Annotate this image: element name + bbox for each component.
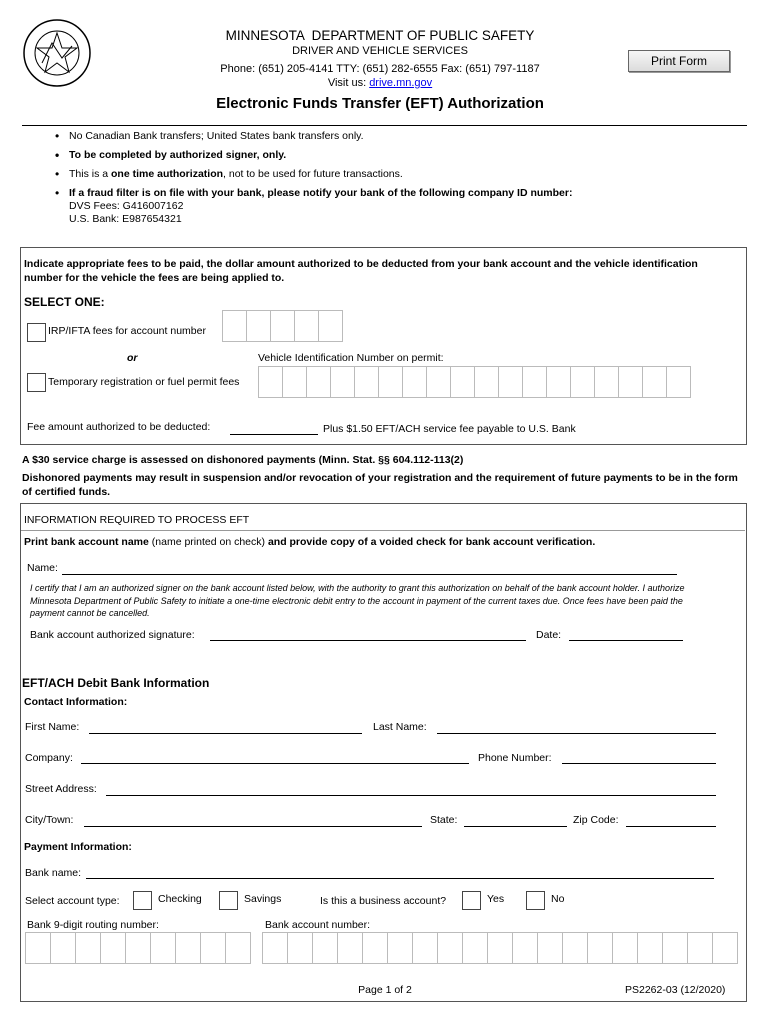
company-field[interactable] [81,763,469,764]
first-name-field[interactable] [89,733,362,734]
visit-label: Visit us: [327,77,370,89]
bullet-one-time: • This is a one time authorization, not to be used for future transactions. [55,168,745,181]
eft-heading-rule [21,530,745,531]
checking-checkbox[interactable] [133,891,152,910]
eft-info-heading: INFORMATION REQUIRED TO PROCESS EFT [24,514,250,526]
phone-line: Phone: (651) 205-4141 TTY: (651) 282-6555 Fax: (651) 797-1187 [220,63,540,75]
savings-label: Savings [244,893,282,905]
signature-field[interactable] [210,640,526,641]
signature-label: Bank account authorized signature: [30,629,195,641]
phone-number-field[interactable] [562,763,716,764]
bullet-authorized: • To be completed by authorized signer, only. [55,149,745,162]
bullet-fraud: • If a fraud filter is on file with your bank, please notify your bank of the following company ID number: DVS Fees: G416007162 U.S. Bank: E987654321 [55,187,745,226]
business-no-checkbox[interactable] [526,891,545,910]
business-yes-checkbox[interactable] [462,891,481,910]
fee-amount-label: Fee amount authorized to be deducted: [27,421,211,433]
page-number: Page 1 of 2 [358,984,412,996]
date-label: Date: [536,629,562,641]
form-number: PS2262-03 (12/2020) [625,984,726,996]
website-link[interactable]: drive.mn.gov [369,77,433,89]
instructions-list [55,130,745,232]
print-account-instruction: Print bank account name (name printed on check) and provide copy of a voided check for bank account verification. [24,536,596,548]
state-field[interactable] [464,826,567,827]
street-address-label: Street Address: [25,783,97,795]
state-label: State: [430,814,458,826]
last-name-label: Last Name: [373,721,427,733]
bank-name-label: Bank name: [25,867,82,879]
checking-label: Checking [158,893,202,905]
street-address-field[interactable] [106,795,716,796]
bank-name-field[interactable] [86,878,714,879]
phone-number-label: Phone Number: [478,752,552,764]
visit-line [180,77,580,89]
dishonored-notice: Dishonored payments may result in suspension and/or revocation of your registration and the requirement of future payments to be in the form of certified funds. [22,472,738,498]
irp-ifta-checkbox[interactable] [27,323,46,342]
routing-number-label: Bank 9-digit routing number: [27,919,159,931]
state-seal [22,18,92,88]
bank-info-heading: EFT/ACH Debit Bank Information [22,676,210,690]
zip-code-label: Zip Code: [573,814,619,826]
savings-checkbox[interactable] [219,891,238,910]
division-name: DRIVER AND VEHICLE SERVICES [292,45,468,57]
date-field[interactable] [569,640,683,641]
bullet-canadian: • No Canadian Bank transfers; United States bank transfers only. [55,130,745,143]
yes-label: Yes [487,893,505,905]
vin-label: Vehicle Identification Number on permit: [258,352,444,364]
account-name-field[interactable] [62,574,677,575]
first-name-label: First Name: [25,721,80,733]
temp-registration-checkbox[interactable] [27,373,46,392]
routing-number-cells[interactable] [25,932,251,964]
fee-amount-field[interactable] [230,434,318,435]
select-one-label: SELECT ONE: [24,295,105,309]
agency-name: MINNESOTA DEPARTMENT OF PUBLIC SAFETY [225,28,535,43]
account-type-label: Select account type: [25,895,120,907]
service-fee-note: Plus $1.50 EFT/ACH service fee payable to U.S. Bank [323,423,576,435]
account-number-cells[interactable] [262,932,738,964]
business-account-question: Is this a business account? [320,895,447,907]
usbank-id: U.S. Bank: E987654321 [69,213,182,225]
zip-code-field[interactable] [626,826,716,827]
irp-account-number-cells[interactable] [222,310,343,342]
city-field[interactable] [84,826,422,827]
irp-ifta-label: IRP/IFTA fees for account number [48,325,206,337]
last-name-field[interactable] [437,733,716,734]
payment-info-heading: Payment Information: [24,841,132,853]
contact-info-heading: Contact Information: [24,696,128,708]
fees-intro: Indicate appropriate fees to be paid, the dollar amount authorized to be deducted from your bank account and the vehicle identification number for the vehicle the fees are being applied to. [24,258,698,284]
service-charge-notice: A $30 service charge is assessed on dishonored payments (Minn. Stat. §§ 604.112-113(2) [22,454,464,466]
header-rule [22,125,747,126]
city-label: City/Town: [25,814,74,826]
account-number-label: Bank account number: [265,919,371,931]
company-label: Company: [25,752,73,764]
account-name-label: Name: [27,562,58,574]
dvs-id: DVS Fees: G416007162 [69,200,184,212]
vin-cells[interactable] [258,366,691,398]
print-form-button[interactable]: Print Form [628,50,730,72]
form-title: Electronic Funds Transfer (EFT) Authorization [216,95,544,112]
or-label: or [127,352,138,364]
temp-registration-label: Temporary registration or fuel permit fees [48,376,240,388]
no-label: No [551,893,565,905]
certification-text: I certify that I am an authorized signer on the bank account listed below, with the authority to grant this authorization on behalf of the bank account holder. I authorize Minnesota Department of Public Safety to initiate a one-time electronic debit entry to the account in payment of the current taxes due. Once fees have been paid the payment cannot be cancelled. [30,583,685,618]
